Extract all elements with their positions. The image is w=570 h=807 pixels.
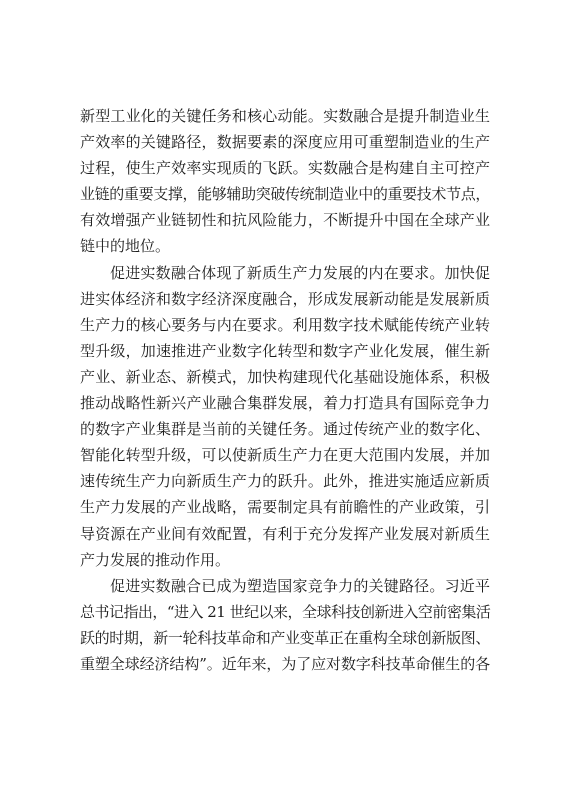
text-line: 生产力的核心要务与内在要求。利用数字技术赋能传统产业转	[80, 315, 490, 334]
text-line: 业链的重要支撑，能够辅助突破传统制造业中的重要技术节点，	[80, 185, 491, 204]
body-text	[80, 103, 490, 677]
text-line: 的数字产业集群是当前的关键任务。通过传统产业的数字化、	[80, 420, 490, 439]
text-line: 速传统生产力向新质生产力的跃升。此外，推进实施适应新质	[80, 472, 490, 491]
text-line: 生产力发展的产业战略，需要制定具有前瞻性的产业政策，引	[80, 498, 490, 517]
text-line: 链中的地位。	[80, 237, 171, 256]
text-line: 产业、新业态、新模式，加快构建现代化基础设施体系，积极	[80, 367, 490, 386]
text-line: 重塑全球经济结构”。近年来，为了应对数字科技革命催生的各	[80, 654, 490, 673]
text-line: 过程，使生产效率实现质的飞跃。实数融合是构建自主可控产	[80, 159, 490, 178]
text-line: 型升级，加速推进产业数字化转型和数字产业化发展，催生新	[80, 341, 490, 360]
text-line: 推动战略性新兴产业融合集群发展，着力打造具有国际竞争力	[80, 394, 490, 413]
paragraph-first-line: 促进实数融合体现了新质生产力发展的内在要求。加快促	[110, 263, 490, 282]
text-line: 产效率的关键路径，数据要素的深度应用可重塑制造业的生产	[80, 133, 490, 152]
text-line: 进实体经济和数字经济深度融合，形成发展新动能是发展新质	[80, 289, 490, 308]
text-line: 智能化转型升级，可以使新质生产力在更大范围内发展，并加	[80, 446, 490, 465]
text-line: 跃的时期，新一轮科技革命和产业变革正在重构全球创新版图、	[80, 628, 491, 647]
text-line: 产力发展的推动作用。	[80, 550, 231, 569]
paragraph-first-line: 促进实数融合已成为塑造国家竞争力的关键路径。习近平	[110, 576, 490, 595]
text-line: 导资源在产业间有效配置，有利于充分发挥产业发展对新质生	[80, 524, 490, 543]
text-line: 新型工业化的关键任务和核心动能。实数融合是提升制造业生	[80, 107, 490, 125]
text-line: 总书记指出，“进入 21 世纪以来，全球科技创新进入空前密集活	[80, 602, 491, 621]
text-line: 有效增强产业链韧性和抗风险能力，不断提升中国在全球产业	[80, 211, 490, 230]
